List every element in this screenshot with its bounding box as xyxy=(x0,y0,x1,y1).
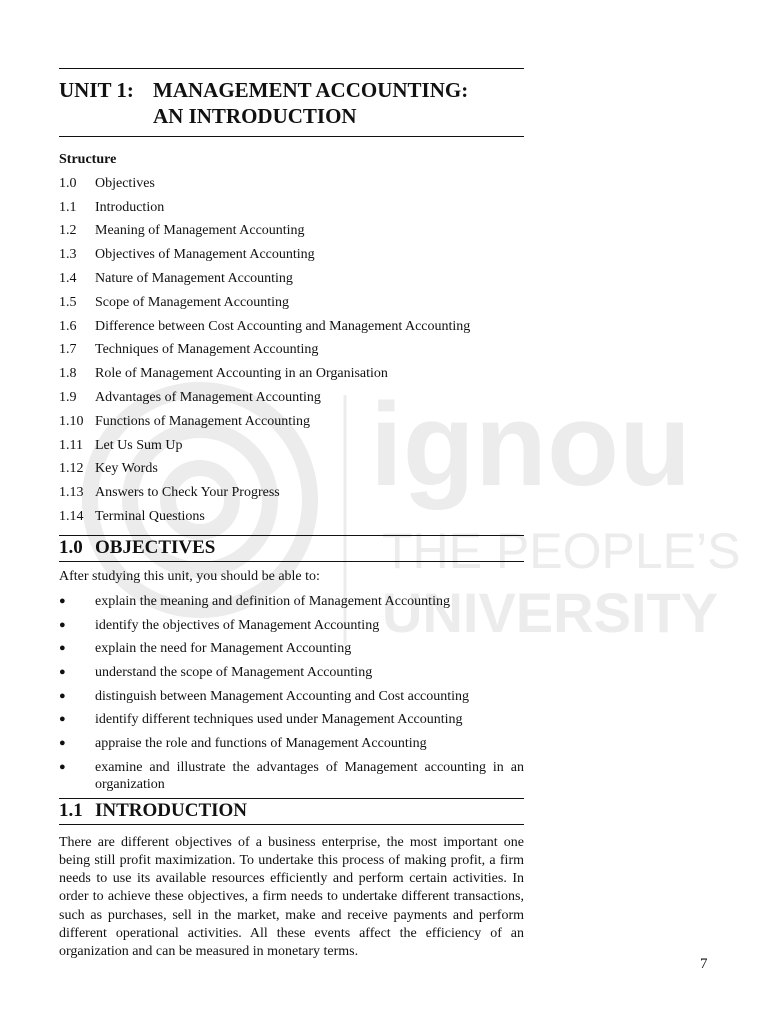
toc-number: 1.13 xyxy=(59,485,84,501)
introduction-title: INTRODUCTION xyxy=(95,799,248,821)
document-page xyxy=(59,68,524,961)
objectives-number: 1.0 xyxy=(59,536,83,558)
bullet-icon: ● xyxy=(59,737,66,750)
watermark-wordmark: ignou xyxy=(370,380,692,511)
unit-title-line2: AN INTRODUCTION xyxy=(153,104,357,128)
toc-number: 1.8 xyxy=(59,366,77,382)
toc-item xyxy=(59,410,524,434)
toc-label: Key Words xyxy=(95,461,158,477)
objective-text: identify the objectives of Management Accounting xyxy=(95,617,380,633)
structure-list xyxy=(59,172,524,529)
page-number: 7 xyxy=(700,956,708,972)
toc-number: 1.2 xyxy=(59,223,77,239)
toc-number: 1.3 xyxy=(59,247,77,263)
toc-label: Advantages of Management Accounting xyxy=(95,390,321,406)
bullet-icon: ● xyxy=(59,689,66,702)
list-item xyxy=(59,590,524,614)
objectives-title: OBJECTIVES xyxy=(95,536,216,558)
toc-item xyxy=(59,339,524,363)
toc-label: Role of Management Accounting in an Organisation xyxy=(95,366,388,382)
objective-text: understand the scope of Management Accounting xyxy=(95,665,373,681)
toc-item xyxy=(59,386,524,410)
list-item xyxy=(59,637,524,661)
unit-title xyxy=(59,69,524,136)
structure-heading: Structure xyxy=(59,152,117,167)
unit-title-line1: MANAGEMENT ACCOUNTING: xyxy=(153,78,469,102)
list-item xyxy=(59,708,524,732)
objectives-list xyxy=(59,590,524,793)
toc-label: Meaning of Management Accounting xyxy=(95,223,305,239)
objectives-heading xyxy=(59,535,524,562)
toc-number: 1.1 xyxy=(59,199,77,215)
watermark-line1: THE PEOPLE’S xyxy=(382,523,741,579)
objective-text: examine and illustrate the advantages of Management accounting in an organization xyxy=(95,759,524,792)
toc-number: 1.9 xyxy=(59,390,77,406)
list-item xyxy=(59,661,524,685)
list-item xyxy=(59,756,524,793)
objective-text: identify different techniques used under Management Accounting xyxy=(95,712,463,728)
toc-label: Nature of Management Accounting xyxy=(95,271,293,287)
bullet-icon: ● xyxy=(59,760,66,773)
bullet-icon: ● xyxy=(59,713,66,726)
objective-text: appraise the role and functions of Management Accounting xyxy=(95,736,427,752)
toc-number: 1.4 xyxy=(59,271,77,287)
introduction-heading xyxy=(59,798,524,825)
toc-number: 1.5 xyxy=(59,294,77,310)
toc-label: Answers to Check Your Progress xyxy=(95,485,280,501)
toc-item xyxy=(59,267,524,291)
bullet-icon: ● xyxy=(59,594,66,607)
toc-number: 1.0 xyxy=(59,175,77,191)
list-item xyxy=(59,685,524,709)
toc-label: Let Us Sum Up xyxy=(95,437,183,453)
toc-label: Difference between Cost Accounting and Management Accounting xyxy=(95,318,471,334)
bullet-icon: ● xyxy=(59,642,66,655)
toc-item xyxy=(59,291,524,315)
toc-item xyxy=(59,315,524,339)
title-bottom-rule xyxy=(59,136,524,137)
list-item xyxy=(59,732,524,756)
toc-number: 1.12 xyxy=(59,461,84,477)
objective-text: explain the meaning and definition of Management Accounting xyxy=(95,593,450,609)
objective-text: distinguish between Management Accounting and Cost accounting xyxy=(95,688,470,704)
unit-title-text xyxy=(153,77,468,129)
toc-item xyxy=(59,362,524,386)
toc-label: Techniques of Management Accounting xyxy=(95,342,319,358)
list-item xyxy=(59,614,524,638)
toc-item xyxy=(59,458,524,482)
toc-number: 1.14 xyxy=(59,509,84,525)
introduction-number: 1.1 xyxy=(59,799,83,821)
toc-label: Introduction xyxy=(95,199,165,215)
toc-item xyxy=(59,196,524,220)
objective-text: explain the need for Management Accounting xyxy=(95,641,352,657)
objectives-intro: After studying this unit, you should be able to: xyxy=(59,568,320,584)
watermark-line2: UNIVERSITY xyxy=(382,581,719,644)
toc-label: Terminal Questions xyxy=(95,509,205,525)
bullet-icon: ● xyxy=(59,618,66,631)
toc-number: 1.7 xyxy=(59,342,77,358)
toc-number: 1.11 xyxy=(59,437,83,453)
toc-label: Objectives xyxy=(95,175,155,191)
toc-label: Functions of Management Accounting xyxy=(95,413,311,429)
toc-item xyxy=(59,243,524,267)
toc-label: Scope of Management Accounting xyxy=(95,294,290,310)
unit-number: UNIT 1: xyxy=(59,78,134,102)
bullet-icon: ● xyxy=(59,666,66,679)
toc-item xyxy=(59,172,524,196)
toc-number: 1.6 xyxy=(59,318,77,334)
toc-item xyxy=(59,434,524,458)
toc-label: Objectives of Management Accounting xyxy=(95,247,315,263)
toc-item xyxy=(59,505,524,529)
toc-item xyxy=(59,220,524,244)
introduction-paragraph: There are different objectives of a business enterprise, the most important one being still profit maximization. To undertake this process of making profit, a firm needs to use its available resources efficiently and perform certain activities. In order to achieve these objectives, a firm needs to undertake different transactions, such as purchases, sell in the market, make and receive payments and perform different operational activities. All these events affect the efficiency of an organization and can be measured in monetary terms. xyxy=(59,834,524,959)
toc-item xyxy=(59,481,524,505)
toc-number: 1.10 xyxy=(59,413,84,429)
